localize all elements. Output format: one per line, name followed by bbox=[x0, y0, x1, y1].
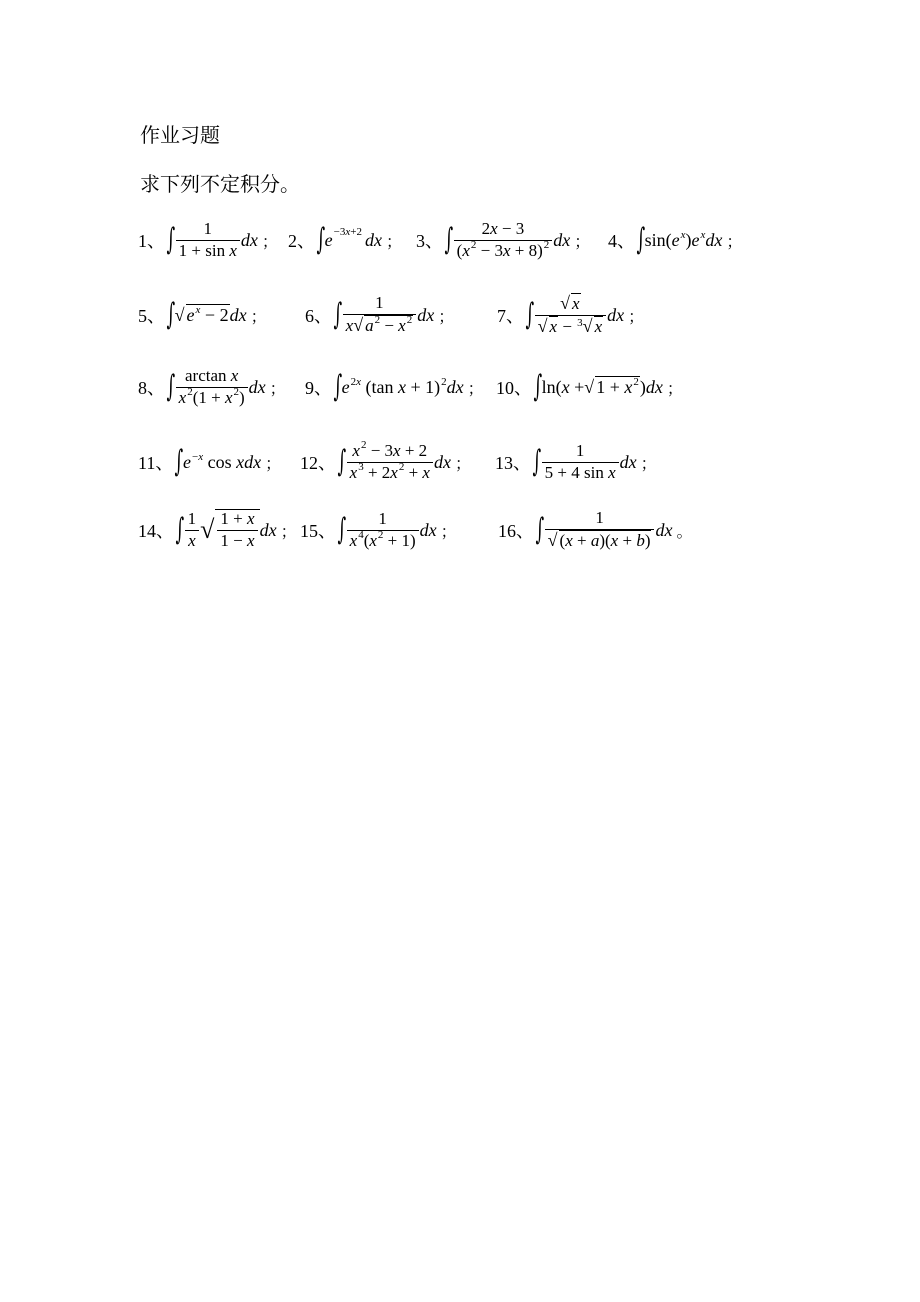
problem-2: 2、 ∫ e −3x+2 dx ； bbox=[288, 221, 402, 257]
separator: ； bbox=[250, 308, 267, 326]
fraction: $\frac{1}{\text{1 + sin x}}$ bbox=[176, 220, 240, 260]
integral-sign: ∫ bbox=[525, 296, 535, 332]
integral-sign: ∫ bbox=[636, 221, 646, 257]
integral-sign: ∫ bbox=[333, 368, 343, 404]
integral-sign: ∫ bbox=[533, 368, 543, 404]
problem-10: 10、 ∫ ln(x + √ $1 + x^2$ )dx ； bbox=[496, 368, 683, 404]
separator: ； bbox=[454, 455, 471, 473]
problem-label: 10、 bbox=[496, 378, 532, 398]
fraction: $\frac{1}{x√ a^2 - x^2}$ bbox=[343, 294, 417, 335]
problem-15: 15、 ∫ $\frac{1}{x^4(x^2 + 1)}$ dx ； bbox=[300, 508, 457, 550]
problem-label: 4、 bbox=[608, 231, 635, 251]
problem-1: 1、 ∫ $\frac{1}{\text{1 + sin x}}$ dx ； bbox=[138, 218, 278, 260]
problem-16: 16、 ∫ $\frac{1}{√ (x + a)(x + b)}$ dx 。 bbox=[498, 508, 693, 550]
separator: ； bbox=[280, 523, 297, 541]
problem-label: 15、 bbox=[300, 521, 336, 541]
fraction: $\frac{√ x}{√ x - ^3√ x}$ bbox=[535, 294, 606, 337]
separator: ； bbox=[438, 308, 455, 326]
integral-sign: ∫ bbox=[337, 511, 347, 547]
fraction: $\frac{x^2 - 3x + 2}{x^3 + 2x^2 + x}$ bbox=[347, 442, 433, 482]
problem-label: 13、 bbox=[495, 453, 531, 473]
separator: ； bbox=[265, 455, 282, 473]
separator: ； bbox=[269, 380, 286, 398]
separator: ； bbox=[574, 233, 591, 251]
integral-sign: ∫ bbox=[174, 443, 184, 479]
problem-3: 3、 ∫ $\frac{2x - 3}{(x^2 - 3x + 8)^2}$ dx ； bbox=[416, 218, 591, 260]
separator: ； bbox=[467, 380, 484, 398]
problem-label: 12、 bbox=[300, 453, 336, 473]
problem-6: 6、 ∫ $\frac{1}{x√ a^2 - x^2}$ dx ； bbox=[305, 293, 455, 335]
separator: ； bbox=[440, 523, 457, 541]
integral-sign: ∫ bbox=[337, 443, 347, 479]
separator: ； bbox=[385, 233, 402, 251]
problem-9: 9、 ∫ $e^{2x}$ (tan x + 1)$^2$dx ； bbox=[305, 368, 484, 404]
problem-4: 4、 ∫ $\sin(e^x)e^xdx$ ； bbox=[608, 221, 743, 257]
integral-sign: ∫ bbox=[444, 221, 454, 257]
integral-sign: ∫ bbox=[535, 511, 545, 547]
fraction: $\frac{2x - 3}{(x^2 - 3x + 8)^2}$ bbox=[454, 220, 553, 260]
separator: 。 bbox=[676, 523, 693, 541]
problem-label: 1、 bbox=[138, 231, 165, 251]
problem-label: 14、 bbox=[138, 521, 174, 541]
integral-sign: ∫ bbox=[333, 296, 343, 332]
problem-label: 9、 bbox=[305, 378, 332, 398]
separator: ； bbox=[666, 380, 683, 398]
problem-14: 14、 ∫ $\frac{1}{x}$ √ $\frac{1 + x}{1 - x}$ dx ； bbox=[138, 508, 297, 550]
integral-sign: ∫ bbox=[532, 443, 542, 479]
doc-title: 作业习题 bbox=[140, 125, 220, 147]
integral-sign: ∫ bbox=[175, 511, 185, 547]
fraction: $\frac{\text{arctan x}}{x^2(1 + x^2)}$ bbox=[176, 367, 248, 407]
problem-11: 11、 ∫ $e^{-x}$ cos xdx ； bbox=[138, 443, 282, 479]
integral-sign: ∫ bbox=[316, 221, 326, 257]
problem-label: 8、 bbox=[138, 378, 165, 398]
problem-label: 2、 bbox=[288, 231, 315, 251]
problem-7: 7、 ∫ $\frac{√ x}{√ x - ^3√ x}$ dx ； bbox=[497, 292, 645, 336]
separator: ； bbox=[628, 308, 645, 326]
problem-13: 13、 ∫ $\frac{1}{\text{5 + 4 sin x}}$ dx ； bbox=[495, 440, 657, 482]
integral-sign: ∫ bbox=[166, 221, 176, 257]
integral-sign: ∫ bbox=[166, 368, 176, 404]
problem-label: 16、 bbox=[498, 521, 534, 541]
fraction: $\frac{1}{√ (x + a)(x + b)}$ bbox=[545, 509, 655, 550]
doc-instruction: 求下列不定积分。 bbox=[140, 174, 300, 196]
separator: ； bbox=[261, 233, 278, 251]
fraction: $\frac{1}{x}$ bbox=[185, 510, 200, 550]
separator: ； bbox=[640, 455, 657, 473]
problem-label: 11、 bbox=[138, 453, 174, 473]
problem-label: 3、 bbox=[416, 231, 443, 251]
separator: ； bbox=[726, 233, 743, 251]
problem-8: 8、 ∫ $\frac{\text{arctan x}}{x^2(1 + x^2)}$ dx ； bbox=[138, 365, 286, 407]
integral-sign: ∫ bbox=[166, 296, 176, 332]
problem-label: 6、 bbox=[305, 306, 332, 326]
problem-label: 5、 bbox=[138, 306, 165, 326]
problem-5: 5、 ∫ √ $e^x - 2$ dx ； bbox=[138, 296, 267, 332]
problem-12: 12、 ∫ $\frac{x^2 - 3x + 2}{x^3 + 2x^2 + x}$ dx ； bbox=[300, 438, 471, 482]
fraction: $\frac{1}{x^4(x^2 + 1)}$ bbox=[347, 510, 419, 550]
fraction: $\frac{1}{\text{5 + 4 sin x}}$ bbox=[542, 442, 619, 482]
problem-label: 7、 bbox=[497, 306, 524, 326]
